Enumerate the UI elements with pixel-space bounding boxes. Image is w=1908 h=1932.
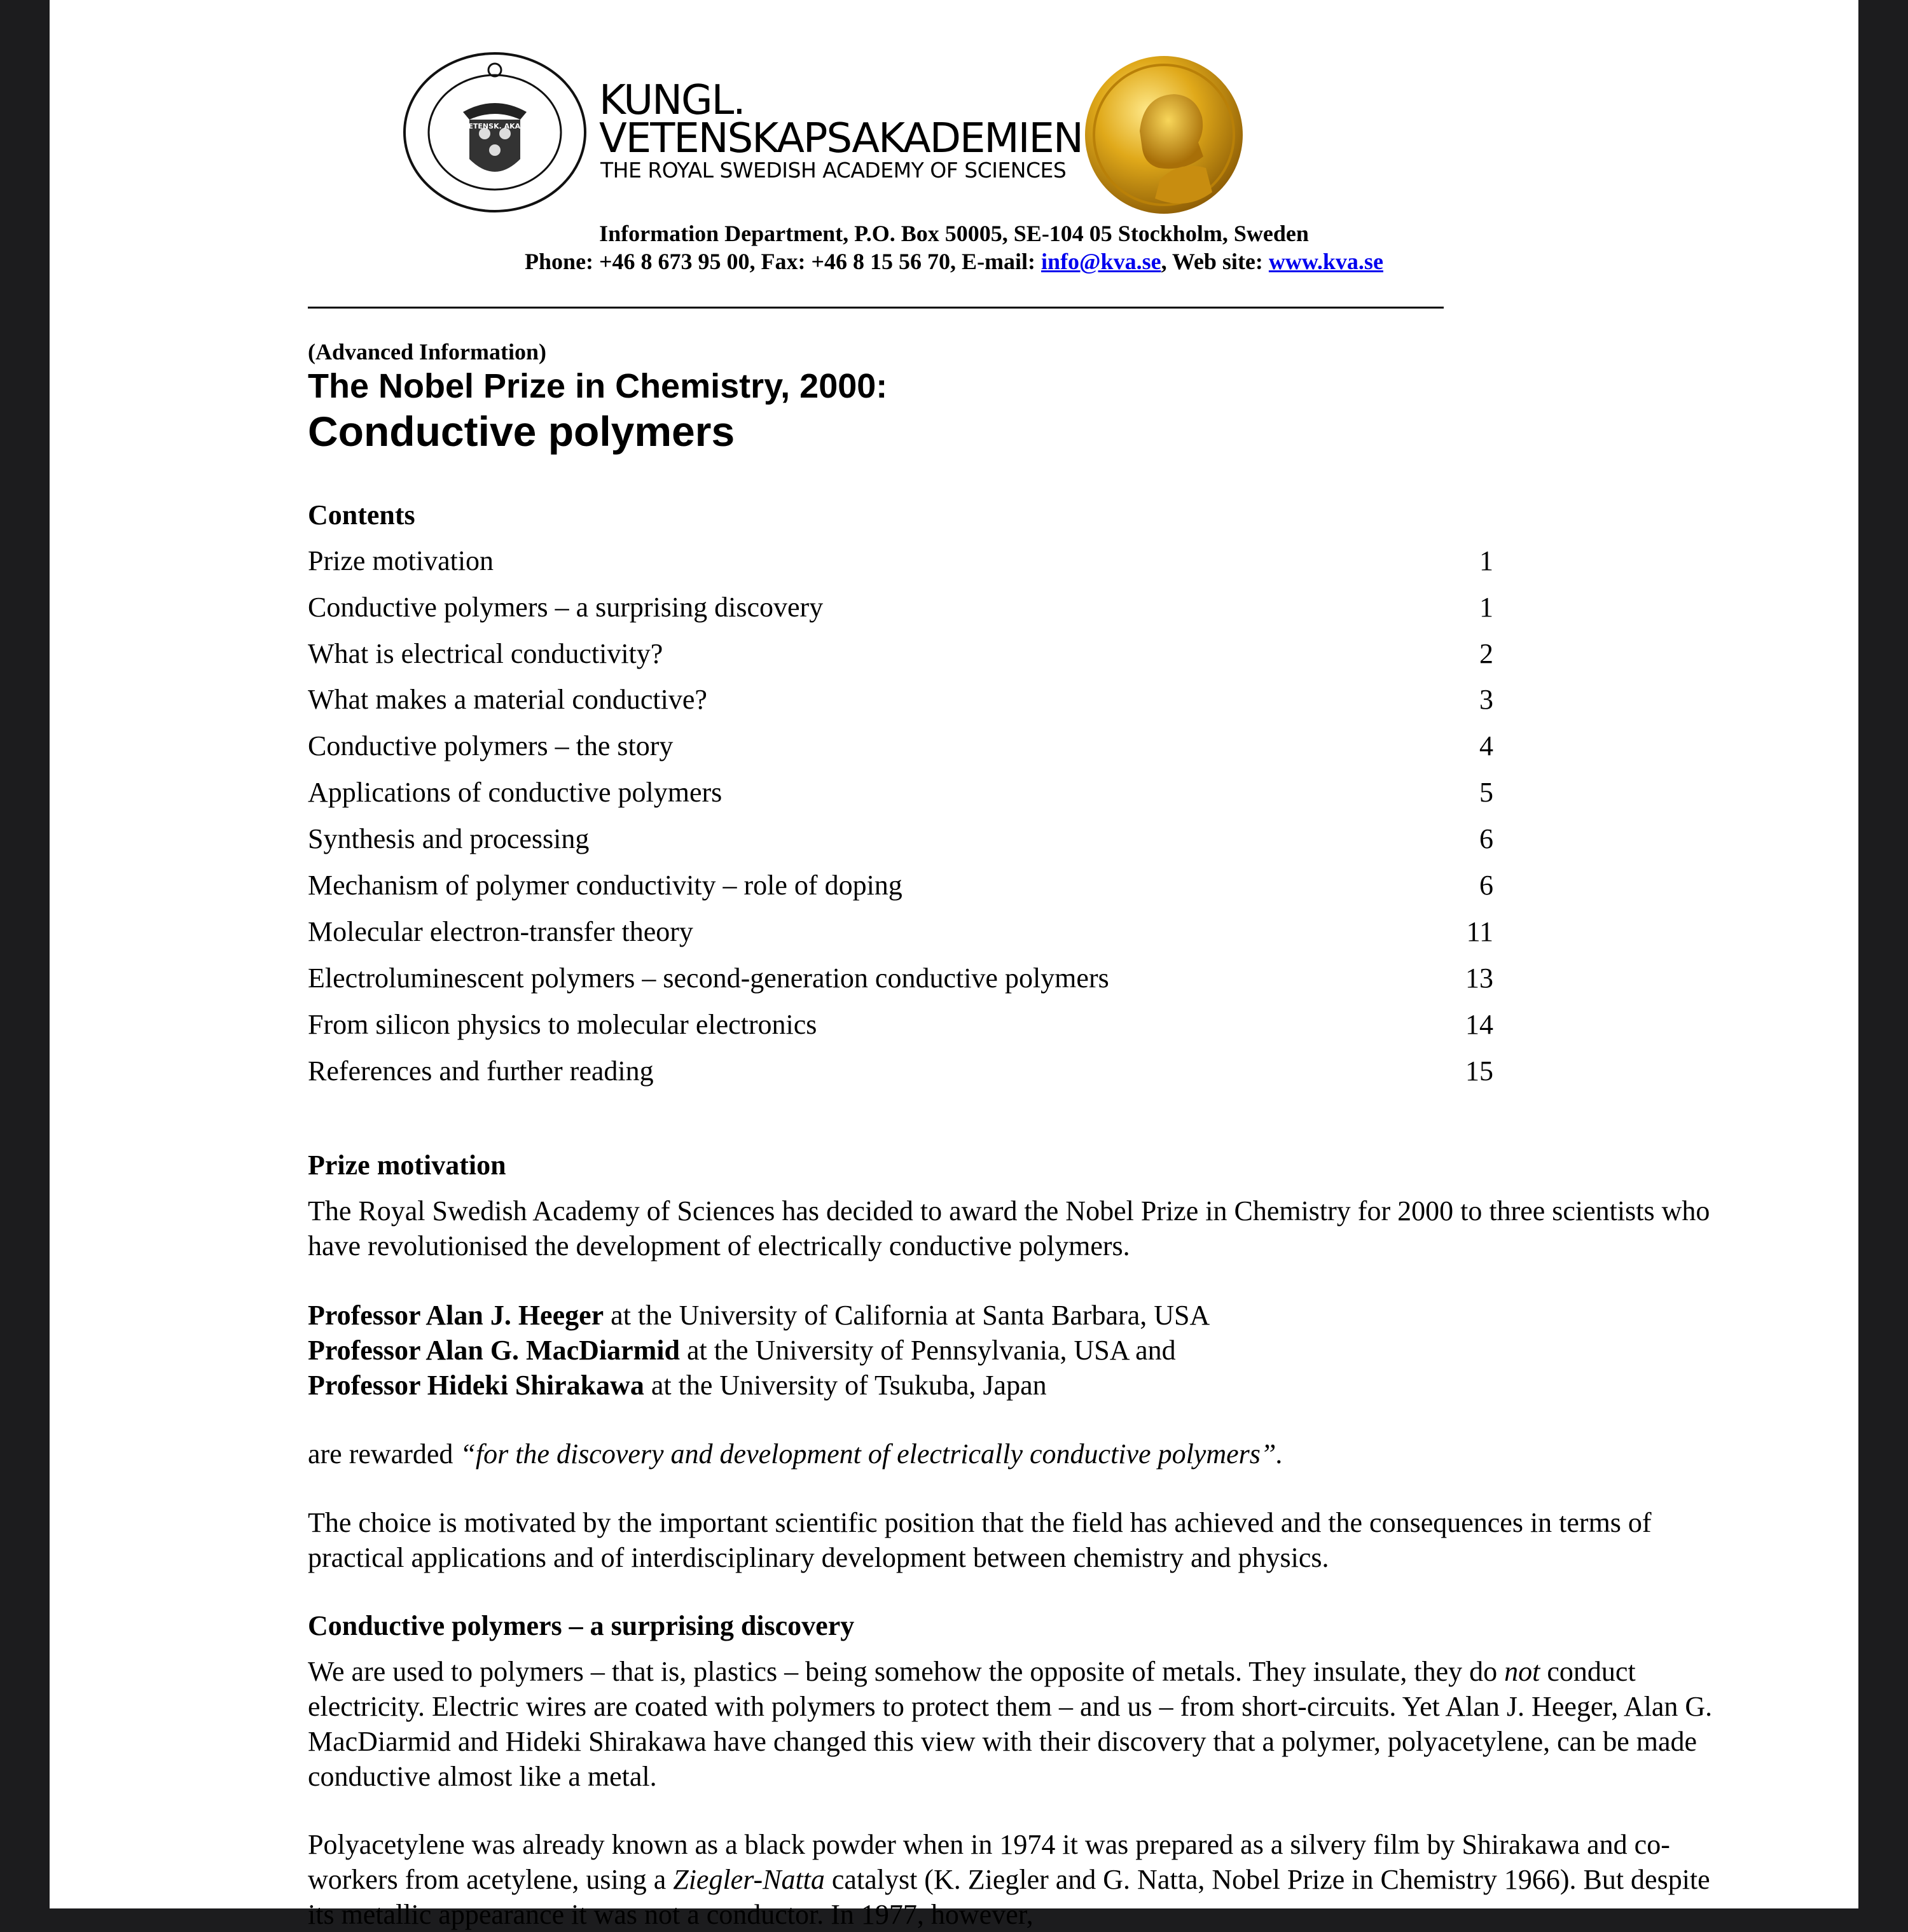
toc-item-page: 1	[1479, 545, 1493, 576]
toc-item-title: Synthesis and processing	[308, 823, 590, 854]
toc-item-title: Prize motivation	[308, 545, 494, 576]
discovery-heading: Conductive polymers – a surprising discovery	[308, 1610, 855, 1641]
toc-item-page: 4	[1479, 730, 1493, 761]
address-line: Information Department, P.O. Box 50005, SE-104 05 Stockholm, Sweden	[599, 221, 1309, 246]
toc-item-title: Electroluminescent polymers – second-generation conductive polymers	[308, 963, 1109, 994]
document-subtitle: Conductive polymers	[308, 408, 735, 455]
email-link[interactable]: info@kva.se	[1041, 249, 1161, 274]
toc-item-page: 6	[1479, 823, 1493, 854]
choice-paragraph	[308, 1505, 1732, 1575]
letterhead-line-1: KUNGL.	[599, 77, 745, 124]
discovery-paragraph-1	[308, 1654, 1732, 1794]
academy-seal-icon	[402, 51, 588, 214]
citation-paragraph	[308, 1436, 1732, 1471]
discovery-paragraph-2	[308, 1827, 1732, 1932]
motivation-intro-text: The Royal Swedish Academy of Sciences has decided to award the Nobel Prize in Chemistry for 2000 to three scientists who have revolutionised the development of electrically conductive polymers.	[308, 1195, 1710, 1261]
toc-item-page: 15	[1465, 1055, 1493, 1087]
emphasis-catalyst: Ziegler-Natta	[673, 1864, 825, 1895]
header-divider	[308, 307, 1444, 309]
laureate-line	[308, 1298, 1771, 1333]
choice-text: The choice is motivated by the important scientific position that the field has achieved and the consequences in terms of practical applications and of interdisciplinary development between chemistry and physics.	[308, 1507, 1652, 1573]
discovery-p1-text-a: We are used to polymers – that is, plastics – being somehow the opposite of metals. They insulate, they do	[308, 1656, 1505, 1687]
toc-item-title: Applications of conductive polymers	[308, 777, 722, 808]
discovery-p2-text-a: Polyacetylene was already known as a black powder when in 1974 it was prepared as a silvery film by Shirakawa and co-workers from acetylene, using a	[308, 1829, 1670, 1895]
discovery-p1-text-b: conduct electricity. Electric wires are coated with polymers to protect them – and us – from short-circuits. Yet Alan J. Heeger, Alan G. MacDiarmid and Hideki Shirakawa have changed this view with their discovery that a polymer, polyacetylene, can be made conductive almost like a metal.	[308, 1656, 1713, 1792]
laureate-affiliation: at the University of Pennsylvania, USA and	[679, 1335, 1176, 1366]
laureate-affiliation: at the University of California at Santa Barbara, USA	[604, 1300, 1210, 1331]
discovery-p2-text-b: catalyst (K. Ziegler and G. Natta, Nobel Prize in Chemistry 1966). But despite its metallic appearance it was not a conductor. In 1977, however,	[308, 1864, 1710, 1930]
toc-item-page: 2	[1479, 638, 1493, 669]
laureate-name: Professor Alan G. MacDiarmid	[308, 1335, 680, 1366]
letterhead-line-3: THE ROYAL SWEDISH ACADEMY OF SCIENCES	[600, 158, 1067, 183]
laureate-line	[308, 1333, 1771, 1368]
toc-item-title: From silicon physics to molecular electronics	[308, 1009, 817, 1040]
website-link[interactable]: www.kva.se	[1268, 249, 1383, 274]
motivation-intro-paragraph	[308, 1193, 1732, 1263]
seal-ring-text: KUNGL. VETENSK. AKAD. SIGILL.	[431, 122, 559, 130]
toc-item-page: 13	[1465, 963, 1493, 994]
toc-item-page: 3	[1479, 684, 1493, 715]
letterhead-line-2: VETENSKAPSAKADEMIEN	[599, 115, 1082, 162]
document-tag: (Advanced Information)	[308, 339, 546, 365]
rewarded-prefix: are rewarded	[308, 1438, 460, 1470]
nobel-medal-icon	[1084, 55, 1244, 215]
contact-line	[50, 248, 1858, 275]
phone-fax-text: Phone: +46 8 673 95 00, Fax: +46 8 15 56 70, E-mail:	[525, 249, 1042, 274]
document-title: The Nobel Prize in Chemistry, 2000:	[308, 367, 888, 405]
toc-item-title: Molecular electron-transfer theory	[308, 916, 693, 947]
toc-item-title: References and further reading	[308, 1055, 654, 1087]
emphasis-not: not	[1504, 1656, 1540, 1687]
contents-heading: Contents	[308, 499, 415, 531]
prize-motivation-heading: Prize motivation	[308, 1150, 506, 1181]
laureate-line	[308, 1368, 1771, 1403]
toc-item-page: 11	[1466, 916, 1493, 947]
laureate-name: Professor Alan J. Heeger	[308, 1300, 604, 1331]
toc-item-page: 5	[1479, 777, 1493, 808]
toc-item-title: Conductive polymers – the story	[308, 730, 674, 761]
toc-item-title: What is electrical conductivity?	[308, 638, 663, 669]
laureate-name: Professor Hideki Shirakawa	[308, 1370, 644, 1401]
toc-item-page: 14	[1465, 1009, 1493, 1040]
toc-item-page: 6	[1479, 870, 1493, 901]
toc-item-title: Mechanism of polymer conductivity – role of doping	[308, 870, 902, 901]
document-page	[50, 0, 1858, 1930]
laureate-affiliation: at the University of Tsukuba, Japan	[644, 1370, 1047, 1401]
laureates-list	[308, 1298, 1771, 1403]
website-label: , Web site:	[1161, 249, 1269, 274]
toc-item-title: Conductive polymers – a surprising discovery	[308, 592, 824, 623]
toc-item-page: 1	[1479, 592, 1493, 623]
prize-citation: “for the discovery and development of electrically conductive polymers”.	[460, 1438, 1283, 1470]
toc-item-title: What makes a material conductive?	[308, 684, 707, 715]
